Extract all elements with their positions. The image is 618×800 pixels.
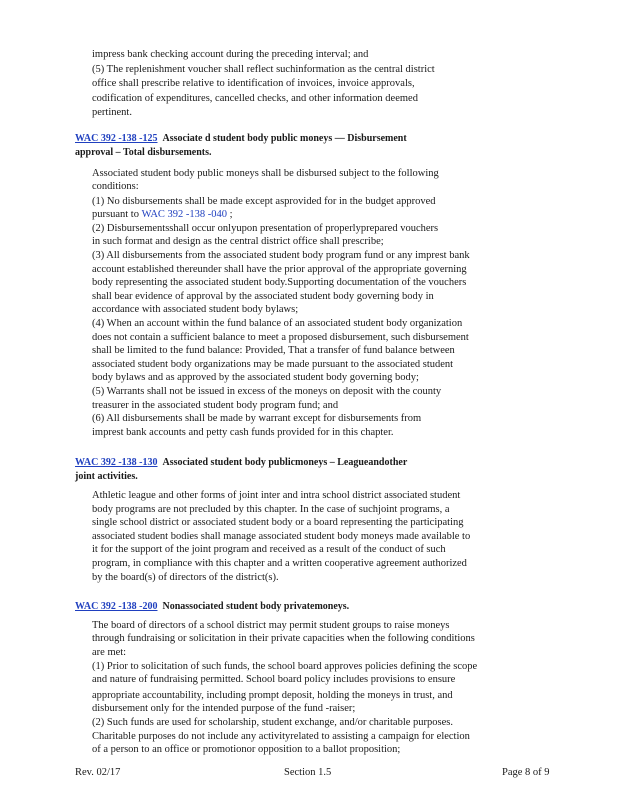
body-line: does not contain a sufficient balance to meet a proposed disbursement, such disbursement bbox=[92, 332, 469, 343]
body-line: codification of expenditures, cancelled checks, and other information deemed bbox=[92, 93, 418, 104]
body-line: The board of directors of a school district may permit student groups to raise moneys bbox=[92, 620, 450, 631]
body-line: disbursement only for the intended purpose of the fund -raiser; bbox=[92, 703, 356, 714]
body-line: (2) Such funds are used for scholarship, student exchange, and/or charitable purposes. bbox=[92, 717, 453, 728]
body-line: pertinent. bbox=[92, 107, 132, 118]
body-line: in such format and design as the central district office shall prescribe; bbox=[92, 236, 384, 247]
body-line: (5) Warrants shall not be issued in excess of the moneys on deposit with the county bbox=[92, 386, 442, 397]
body-line: account established thereunder shall have the prior approval of the appropriate governing bbox=[92, 264, 467, 275]
section-heading bbox=[75, 456, 407, 469]
body-text: ; bbox=[229, 209, 233, 220]
wac-cross-reference-link[interactable]: WAC 392 -138 -040 bbox=[141, 209, 228, 220]
section-title-cont: joint activities. bbox=[75, 471, 138, 482]
body-line: (4) When an account within the fund balance of an associated student body organization bbox=[92, 318, 463, 329]
body-line: Athletic league and other forms of joint inter and intra school district associated student bbox=[92, 490, 461, 501]
body-line: conditions: bbox=[92, 181, 139, 192]
body-line: associated student body organizations may be made pursuant to the associated student bbox=[92, 359, 454, 370]
body-line: shall be limited to the fund balance: Provided, That a transfer of fund balance between bbox=[92, 345, 455, 356]
section-heading bbox=[75, 132, 407, 145]
body-line: (1) Prior to solicitation of such funds, the school board approves policies defining the scope bbox=[92, 661, 478, 672]
body-line: single school district or associated student body or a board representing the participating bbox=[92, 517, 464, 528]
footer-section: Section 1.5 bbox=[284, 767, 332, 778]
body-line: (6) All disbursements shall be made by warrant except for disbursements from bbox=[92, 413, 422, 424]
wac-link[interactable]: WAC 392 -138 -200 bbox=[75, 601, 158, 612]
body-line: (2) Disbursementsshall occur onlyupon presentation of properlyprepared vouchers bbox=[92, 223, 439, 234]
body-line: (5) The replenishment voucher shall reflect suchinformation as the central district bbox=[92, 64, 435, 75]
section-title: Associated student body publicmoneys – Leagueandother bbox=[162, 457, 408, 468]
body-line: body representing the associated student body.Supporting documentation of the vouchers bbox=[92, 277, 467, 288]
body-line: (1) No disbursements shall be made except asprovided for in the budget approved bbox=[92, 196, 436, 207]
body-line: by the board(s) of directors of the district(s). bbox=[92, 572, 279, 583]
body-line: office shall prescribe relative to identification of invoices, invoice approvals, bbox=[92, 78, 415, 89]
body-line: body programs are not precluded by this chapter. In the case of suchjoint programs, a bbox=[92, 504, 450, 515]
section-title: Nonassociated student body privatemoneys. bbox=[162, 601, 350, 612]
body-line: are met: bbox=[92, 647, 127, 658]
wac-link[interactable]: WAC 392 -138 -130 bbox=[75, 457, 158, 468]
body-text: pursuant to bbox=[92, 209, 139, 220]
section-title: Associate d student body public moneys — Disbursement bbox=[162, 133, 407, 144]
body-line: accordance with associated student body bylaws; bbox=[92, 304, 299, 315]
body-line: Associated student body public moneys shall be disbursed subject to the following bbox=[92, 168, 439, 179]
section-title-cont: approval – Total disbursements. bbox=[75, 147, 212, 158]
wac-link[interactable]: WAC 392 -138 -125 bbox=[75, 133, 158, 144]
footer-page-number: Page 8 of 9 bbox=[502, 767, 550, 778]
body-line: of a person to an office or promotionor opposition to a ballot proposition; bbox=[92, 744, 401, 755]
body-line: (3) All disbursements from the associated student body program fund or any imprest bank bbox=[92, 250, 470, 261]
body-line: through fundraising or solicitation in their private capacities when the following conditions bbox=[92, 633, 475, 644]
section-heading bbox=[75, 600, 349, 613]
body-line: impress bank checking account during the preceding interval; and bbox=[92, 49, 369, 60]
footer-revision: Rev. 02/17 bbox=[75, 767, 121, 778]
body-line: program, in compliance with this chapter and a written cooperative agreement authorized bbox=[92, 558, 467, 569]
body-line: shall bear evidence of approval by the associated student body governing body in bbox=[92, 291, 434, 302]
body-line: it for the support of the joint program and received as a result of the conduct of such bbox=[92, 544, 446, 555]
body-line: treasurer in the associated student body program fund; and bbox=[92, 400, 339, 411]
body-line bbox=[92, 208, 233, 221]
body-line: body bylaws and as approved by the associated student body governing body; bbox=[92, 372, 419, 383]
body-line: Charitable purposes do not include any activityrelated to assisting a campaign for election bbox=[92, 731, 470, 742]
body-line: and nature of fundraising permitted. School board policy includes provisions to ensure bbox=[92, 674, 456, 685]
body-line: associated student bodies shall manage associated student body moneys made available to bbox=[92, 531, 471, 542]
body-line: imprest bank accounts and petty cash funds provided for in this chapter. bbox=[92, 427, 394, 438]
body-line: appropriate accountability, including prompt deposit, holding the moneys in trust, and bbox=[92, 690, 453, 701]
